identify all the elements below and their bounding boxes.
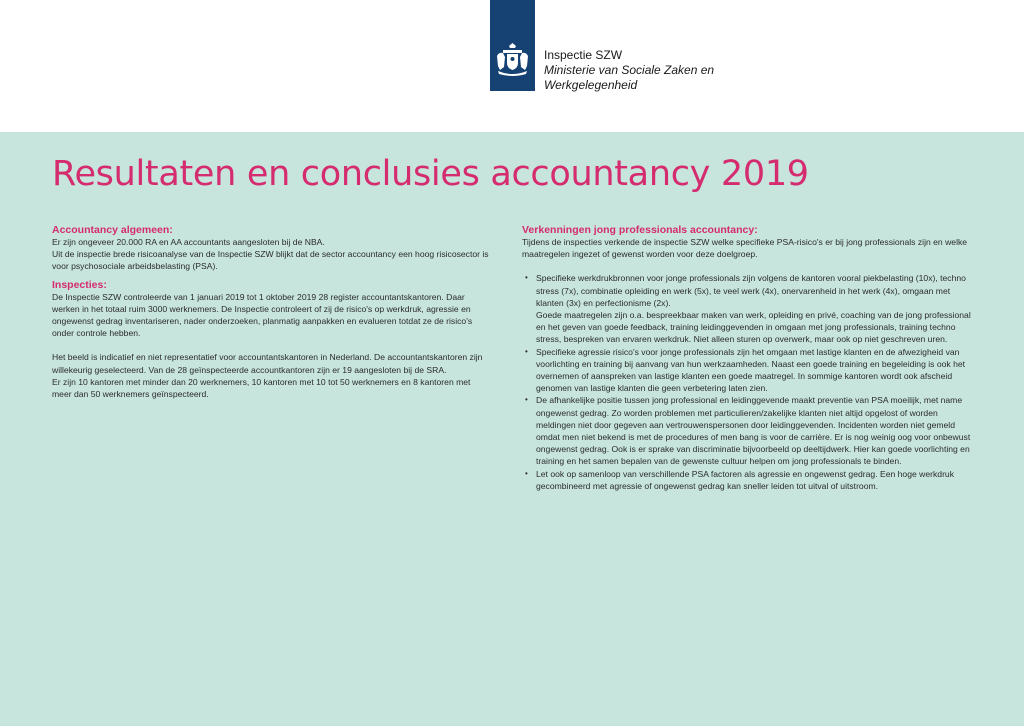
left-column bbox=[52, 224, 492, 400]
paragraph: De Inspectie SZW controleerde van 1 januari 2019 tot 1 oktober 2019 28 register accountantskantoren. Daar werken in het totaal ruim 3000 werknemers. De Inspectie controleert of zij de risico's op werkdruk, agressie en ongewenst gedrag inventariseren, nader onderzoeken, planmatig aanpakken en evalueren totdat ze de risico's onder controle hebben. bbox=[52, 291, 473, 339]
list-item-extra: Goede maatregelen zijn o.a. bespreekbaar maken van werk, opleiding en privé, coaching van de jong professional en het geven van goede feedback, training leidinggevenden in omgaan met jong professionals, training techno stress, bespreken van ervaren werkdruk. Niet alleen sturen op overwerk, maar ook op niet geschreven uren. bbox=[536, 310, 971, 345]
organisation-name bbox=[544, 48, 714, 93]
ministry-line-2: Werkgelegenheid bbox=[544, 78, 638, 92]
right-column bbox=[522, 224, 972, 492]
logo bbox=[490, 0, 535, 91]
section-heading-verkenningen: Verkenningen jong professionals accountancy: bbox=[522, 224, 758, 236]
bullet-list bbox=[522, 272, 972, 492]
list-item-text: • De afhankelijke positie tussen jong professional en leidinggevende maakt preventie van PSA moeilijk, met name ongewenst gedrag. Zo worden problemen met particulieren/zakelijke klanten niet altijd opgelost of worden meldingen niet door gegeven aan vertrouwenspersonen door leidinggevenden. Incidenten worden niet gemeld omdat men niet bekend is met de procedures of men bang is voor de carrière. Er is nog weinig oog voor onbewust ongewenst gedrag. Ook is er sprake van discriminatie bijvoorbeeld op deeltijdwerk. Hier kan goede voorlichting en training en het samen bepalen van de gewenste cultuur helpen om jong professionals te binden. bbox=[536, 395, 971, 467]
page-title: Resultaten en conclusies accountancy 2019 bbox=[52, 154, 809, 194]
content-panel bbox=[0, 132, 1024, 726]
paragraph: Uit de inspectie brede risicoanalyse van de Inspectie SZW blijkt dat de sector accountancy een hoog risicosector is voor psychosociale arbeidsbelasting (PSA). bbox=[52, 249, 489, 272]
paragraph: Het beeld is indicatief en niet representatief voor accountantskantoren in Nederland. De accountantskantoren zijn willekeurig geselecteerd. Van de 28 geïnspecteerde accountkantoren zijn er 19 aangesloten bij de SRA. bbox=[52, 352, 483, 375]
header bbox=[0, 0, 1024, 132]
list-item bbox=[522, 468, 972, 492]
coat-of-arms-icon bbox=[494, 42, 531, 76]
list-item-text: • Specifieke werkdrukbronnen voor jonge professionals zijn volgens de kantoren vooral piekbelasting (10x), techno stress (7x), combinatie opleiding en werk (5x), te veel werk (4x), onervarenheid in het werk (4x), omgaan met klanten (3x) en perfectionisme (2x). bbox=[536, 273, 966, 308]
paragraph: Er zijn ongeveer 20.000 RA en AA accountants aangesloten bij de NBA. bbox=[52, 237, 325, 247]
list-item bbox=[522, 394, 972, 467]
org-name: Inspectie SZW bbox=[544, 48, 623, 62]
list-item bbox=[522, 346, 972, 395]
list-item-text: • Specifieke agressie risico's voor jonge professionals zijn het omgaan met lastige klanten en de afwezigheid van voorlichting en training bij aanvang van hun werkzaamheden. Naast een goede training en begeleiding is ook het overnemen of aanspreken van lastige klanten een goede maatregel. In sommige kantoren wordt ook afscheid genomen van lastige klanten die geen verbetering laten zien. bbox=[536, 346, 966, 394]
ministry-line-1: Ministerie van Sociale Zaken en bbox=[544, 63, 715, 77]
section-heading-inspecties: Inspecties: bbox=[52, 278, 107, 291]
intro-paragraph: Tijdens de inspecties verkende de inspectie SZW welke specifieke PSA-risico's er bij jong professionals zijn en welke maatregelen ingezet of gewenst worden voor deze doelgroep. bbox=[522, 237, 968, 260]
section-heading-accountancy: Accountancy algemeen: bbox=[52, 224, 173, 236]
list-item-text: • Let ook op samenloop van verschillende PSA factoren als agressie en ongewenst gedrag. Een hoge werkdruk gecombineerd met agressie of ongewenst gedrag kan sneller leiden tot uitval of uitstroom. bbox=[536, 468, 955, 491]
list-item bbox=[522, 272, 972, 345]
paragraph: Er zijn 10 kantoren met minder dan 20 werknemers, 10 kantoren met 10 tot 50 werknemers en 8 kantoren met meer dan 50 werknemers geïnspecteerd. bbox=[52, 376, 471, 400]
